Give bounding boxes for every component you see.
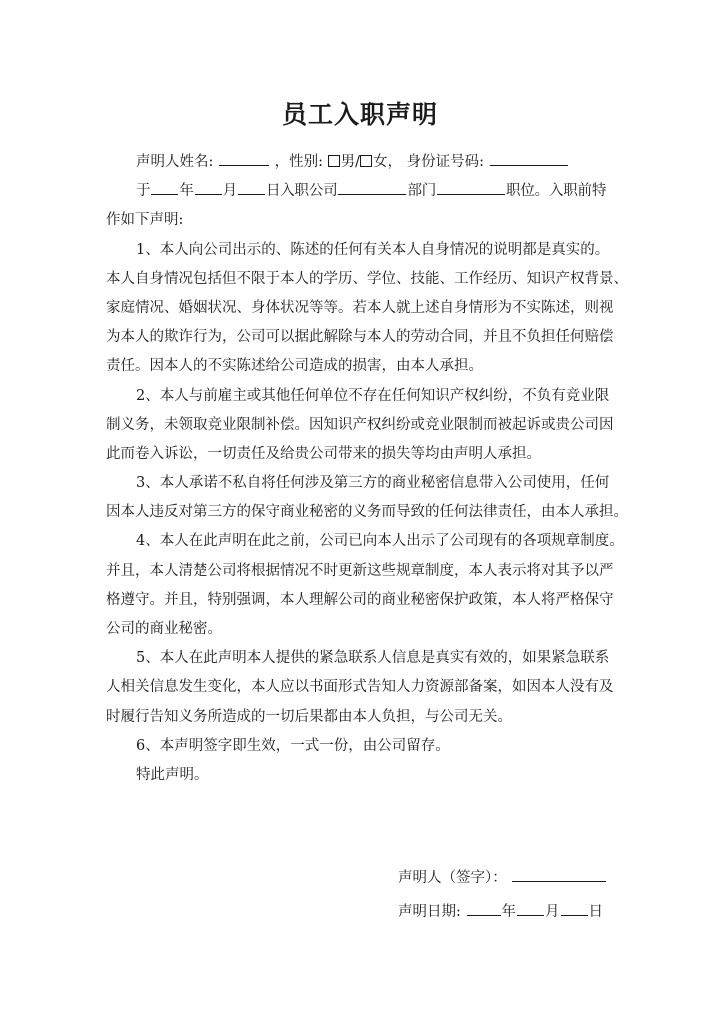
- clause-2: [106, 382, 614, 470]
- clause-line: 为本人的欺诈行为，公司可以据此解除与本人的劳动合同，并且不负担任何赔偿: [106, 329, 614, 346]
- closing-statement: 特此声明。: [136, 766, 209, 783]
- clause-line: 本人自身情况包括但不限于本人的学历、学位、技能、工作经历、知识产权背景、: [106, 270, 628, 287]
- date-prefix: 于: [136, 183, 151, 200]
- clause-line: 家庭情况、婚姻状况、身体状况等等。若本人就上述自身情形为不实陈述，则视: [106, 299, 614, 316]
- sign-day-label: 日: [588, 904, 603, 920]
- clause-line: 制义务，未领取竞业限制补偿。因知识产权纠纷或竞业限制而被起诉或贵公司因: [106, 416, 614, 433]
- intro-line-1: [106, 148, 614, 177]
- intro-line-2: [106, 177, 614, 206]
- clause-line: 此而卷入诉讼，一切责任及给贵公司带来的损失等均由声明人承担。: [106, 445, 541, 462]
- clause-5: [106, 644, 614, 732]
- declarant-name-label: 声明人姓名:: [136, 154, 214, 170]
- clause-line: 因本人违反对第三方的保守商业秘密的义务而导致的任何法律责任，由本人承担。: [106, 504, 628, 521]
- clause-line: 2、本人与前雇主或其他任何单位不存在任何知识产权纠纷，不负有竞业限: [136, 387, 610, 404]
- join-month-blank[interactable]: [195, 180, 222, 195]
- clause-line: 1、本人向公司出示的、陈述的任何有关本人自身情况的说明都是真实的。: [136, 241, 610, 258]
- id-number-blank[interactable]: [490, 151, 568, 166]
- sign-date-label: 声明日期:: [398, 904, 461, 920]
- clause-line: 责任。因本人的不实陈述给公司造成的损害，由本人承担。: [106, 358, 483, 375]
- id-number-label: 身份证号码:: [406, 154, 484, 170]
- clause-line: 时履行告知义务所造成的一切后果都由本人负担，与公司无关。: [106, 708, 512, 725]
- department-label: 部门: [407, 183, 437, 200]
- day-join-company-label: 日入职公司: [265, 183, 338, 200]
- intro-line-3: 作如下声明:: [106, 212, 184, 229]
- sign-day-blank[interactable]: [561, 901, 588, 916]
- month-label: 月: [222, 183, 237, 200]
- clause-3: [106, 469, 628, 527]
- clause-line: 公司的商业秘密。: [106, 621, 222, 637]
- clause-1: [106, 236, 628, 382]
- sign-month-label: 月: [545, 904, 560, 920]
- company-name-blank[interactable]: [338, 180, 406, 195]
- join-day-blank[interactable]: [238, 180, 265, 195]
- clause-6: [106, 732, 614, 761]
- signer-line: [398, 866, 607, 887]
- male-label: 男/: [340, 154, 360, 170]
- clause-line: 3、本人承诺不私自将任何涉及第三方的商业秘密信息带入公司使用，任何: [136, 475, 610, 492]
- year-label: 年: [179, 183, 194, 200]
- document-title: 员工入职声明: [281, 100, 438, 129]
- join-year-blank[interactable]: [151, 180, 178, 195]
- position-text: 职位。入职前特: [506, 183, 607, 200]
- female-label: 女，: [373, 154, 402, 170]
- clause-4: [106, 527, 624, 644]
- clause-line: 5、本人在此声明本人提供的紧急联系人信息是真实有效的，如果紧急联系: [136, 650, 610, 667]
- clause-line: 6、本声明签字即生效，一式一份，由公司留存。: [136, 737, 450, 754]
- department-blank[interactable]: [437, 180, 505, 195]
- clause-line: 格遵守。并且，特别强调，本人理解公司的商业秘密保护政策，本人将严格保守: [106, 591, 614, 608]
- male-checkbox[interactable]: [328, 155, 340, 167]
- signature-blank[interactable]: [512, 867, 606, 882]
- female-checkbox[interactable]: [360, 155, 372, 167]
- declarant-name-blank[interactable]: [219, 151, 269, 166]
- sign-date-line: [398, 900, 603, 921]
- clause-line: 并且，本人清楚公司将根据情况不时更新这些规章制度，本人表示将对其予以严: [106, 562, 614, 579]
- clause-line: 人相关信息发生变化，本人应以书面形式告知人力资源部备案，如因本人没有及: [106, 679, 614, 696]
- document-body: [106, 148, 628, 790]
- sign-year-blank[interactable]: [467, 901, 501, 916]
- sign-year-label: 年: [501, 904, 516, 920]
- sign-month-blank[interactable]: [517, 901, 544, 916]
- signer-label: 声明人（签字）：: [398, 870, 507, 886]
- clause-line: 4、本人在此声明在此之前，公司已向本人出示了公司现有的各项规章制度。: [136, 533, 624, 550]
- gender-label: ，性别:: [274, 154, 323, 170]
